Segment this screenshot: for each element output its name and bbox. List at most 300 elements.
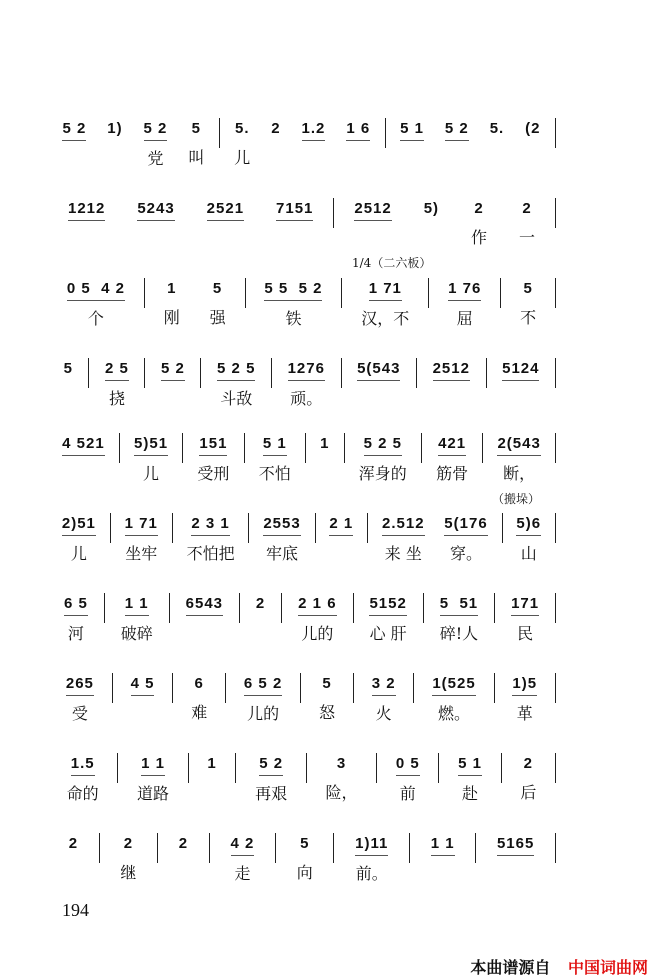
lyric-text: 山 <box>520 544 537 563</box>
note-group: 5 1 <box>458 753 482 776</box>
measure-segment <box>117 673 169 726</box>
note-group: 6543 <box>186 593 223 616</box>
barline <box>225 673 226 703</box>
note-group: 1.2 <box>302 118 326 141</box>
barline <box>172 673 173 703</box>
note-group: 2 <box>123 835 134 852</box>
barline <box>353 593 354 623</box>
lyric-text: 不怕把 <box>186 544 235 563</box>
note-group: 5 2 <box>62 118 86 141</box>
measure-segment <box>390 118 435 171</box>
barline <box>494 593 495 623</box>
barline <box>275 833 276 863</box>
barline <box>157 833 158 863</box>
measure-segment <box>191 198 260 251</box>
note-group: 5 2 5 <box>217 358 255 381</box>
note-group: 2512 <box>433 358 470 381</box>
note-group: 2 <box>271 120 281 137</box>
barline <box>438 753 439 783</box>
score-row <box>52 118 560 171</box>
measure-segment <box>311 753 372 805</box>
note-group: 5 2 <box>445 118 469 141</box>
measure-segment <box>443 753 496 806</box>
barline <box>413 673 414 703</box>
footer-site-name: 中国词曲网 <box>567 958 648 977</box>
note-group: 5243 <box>137 198 174 221</box>
barline <box>555 118 556 148</box>
note-group: 2.512 <box>382 513 425 536</box>
measure-segment <box>479 118 514 170</box>
lyric-text: 儿 <box>70 544 87 563</box>
measure-segment <box>491 358 552 411</box>
barline <box>501 753 502 783</box>
barline <box>200 358 201 388</box>
note-group: 171 <box>511 593 539 616</box>
score-row <box>52 513 560 566</box>
lyric-text: 儿 <box>143 464 160 483</box>
lyric-text: 牢底 <box>266 544 299 563</box>
score-row <box>52 358 560 411</box>
lyric-text: 挠 <box>108 389 125 408</box>
lyric-text: 向 <box>296 863 313 882</box>
measure-segment <box>52 358 84 410</box>
barline <box>555 433 556 463</box>
note-group: 1276 <box>288 358 325 381</box>
lyric-text: 汉，不 <box>361 309 410 328</box>
measure-segment <box>320 513 364 566</box>
measure-segment <box>499 673 551 726</box>
measure-segment <box>358 673 410 726</box>
barline <box>144 358 145 388</box>
measure-segment <box>505 278 551 330</box>
lyric-text: 儿的 <box>301 624 334 643</box>
tempo-annotation: 1/4（二六板） <box>352 256 432 270</box>
barline <box>555 198 556 228</box>
measure-segment <box>487 433 551 486</box>
note-group: 4 2 <box>231 833 255 856</box>
note-group: 0 5 <box>396 753 420 776</box>
measure-segment <box>187 433 239 486</box>
measure-segment <box>418 673 489 726</box>
lyric-text: 难 <box>191 703 208 722</box>
measure-segment <box>52 753 113 806</box>
note-group: 2 <box>474 200 484 217</box>
lyric-text: 屈 <box>456 309 473 328</box>
note-group: 2 <box>255 595 266 612</box>
barline <box>555 358 556 388</box>
barline <box>385 118 386 148</box>
barline <box>182 433 183 463</box>
note-group: 2 <box>522 200 532 217</box>
note-group: 2 1 <box>329 513 353 536</box>
measure-segment <box>310 433 340 485</box>
note-group: 5 2 <box>144 118 168 141</box>
measure-segment <box>133 118 178 171</box>
measure-segment <box>177 513 245 566</box>
note-group: 1 <box>167 280 177 297</box>
note-group: 5165 <box>497 833 534 856</box>
barline <box>300 673 301 703</box>
measure-segment <box>434 118 479 171</box>
measure-segment <box>115 513 168 566</box>
note-group: 2(543 <box>497 433 540 456</box>
lyric-text: 刚 <box>163 308 180 327</box>
score-row <box>52 278 560 331</box>
lyric-text: 险， <box>325 783 358 802</box>
measure-segment <box>253 513 310 566</box>
score-row <box>52 753 560 806</box>
measure-segment <box>93 358 140 411</box>
lyric-text: 党 <box>147 149 164 168</box>
note-group: 2 3 1 <box>191 513 229 536</box>
note-group: 5)51 <box>134 433 168 456</box>
measure-segment <box>503 198 551 250</box>
measure-segment <box>174 593 235 646</box>
score-row <box>52 198 560 251</box>
measure-segment <box>52 198 121 251</box>
barline <box>555 833 556 863</box>
note-group: 5 <box>322 675 332 692</box>
measure-segment <box>434 513 497 566</box>
barline <box>428 278 429 308</box>
measure-segment <box>149 358 196 411</box>
barline <box>482 433 483 463</box>
lyric-text: 河 <box>67 624 84 643</box>
lyric-text: 来 坐 <box>384 544 422 563</box>
lyric-text: 后 <box>520 783 537 802</box>
note-group: 0 5 4 2 <box>67 278 125 301</box>
note-group: 2 5 <box>105 358 129 381</box>
barline <box>219 118 220 148</box>
measure-segment <box>52 833 95 885</box>
lyric-text: 受刑 <box>197 464 230 483</box>
lyric-text: 不怕 <box>258 464 291 483</box>
measure-segment <box>104 833 153 885</box>
barline <box>555 513 556 543</box>
lyric-text: 继 <box>120 863 137 882</box>
note-group: 1) <box>107 120 123 137</box>
barline <box>486 358 487 388</box>
note-group: 1 76 <box>448 278 481 301</box>
measure-segment <box>372 513 434 566</box>
note-group: 5 5 5 2 <box>264 278 322 301</box>
barline <box>117 753 118 783</box>
lyric-text: 斗敌 <box>220 389 253 408</box>
page-number: 194 <box>62 900 89 920</box>
measure-segment <box>52 278 140 331</box>
note-group: 1(525 <box>432 673 475 696</box>
barline <box>209 833 210 863</box>
lyric-text: 再艰 <box>255 784 288 803</box>
note-group: 1 71 <box>369 278 402 301</box>
note-group: 5 51 <box>440 593 478 616</box>
measure-segment <box>338 198 407 251</box>
measure-segment <box>250 278 338 331</box>
note-group: 1 <box>207 755 217 772</box>
measure-segment <box>338 833 405 886</box>
note-group: 1212 <box>68 198 105 221</box>
lyric-text: 破碎 <box>120 624 153 643</box>
measure-segment <box>346 358 413 411</box>
barline <box>104 593 105 623</box>
lyric-text: 强 <box>209 308 226 327</box>
barline <box>555 593 556 623</box>
measure-segment <box>205 358 267 411</box>
barline <box>341 358 342 388</box>
measure-segment <box>214 833 271 886</box>
note-group: 5 <box>212 280 223 297</box>
measure-segment <box>162 833 205 885</box>
note-group: 5152 <box>369 593 406 616</box>
measure-segment <box>52 593 100 646</box>
measure-segment <box>414 833 471 886</box>
note-group: 5 <box>191 120 202 137</box>
barline <box>475 833 476 863</box>
note-group: 5 2 5 <box>364 433 402 456</box>
note-group: 1.5 <box>71 753 95 776</box>
measure-segment <box>122 753 183 806</box>
note-group: 6 <box>194 675 204 692</box>
barline <box>423 593 424 623</box>
barline <box>144 278 145 308</box>
note-group: 2 <box>523 755 533 772</box>
measure-segment <box>121 198 190 251</box>
barline <box>99 833 100 863</box>
note-group: (2 <box>525 120 541 137</box>
note-group: 2553 <box>263 513 300 536</box>
lyric-text: 革 <box>516 704 533 723</box>
note-group: 2521 <box>207 198 244 221</box>
lyric-text: 不 <box>520 308 537 327</box>
note-group: 1)5 <box>512 673 537 696</box>
measure-segment <box>455 198 503 250</box>
lyric-text: 铁 <box>285 309 302 328</box>
barline <box>306 753 307 783</box>
note-group: 2512 <box>354 198 391 221</box>
note-group: 5 <box>63 360 73 377</box>
barline <box>333 198 334 228</box>
lyric-text: 穿。 <box>449 544 482 563</box>
lyric-text: 走 <box>234 864 251 883</box>
measure-segment <box>52 513 106 566</box>
barline <box>169 593 170 623</box>
barline <box>376 753 377 783</box>
measure-segment <box>177 673 221 725</box>
note-group: 1 1 <box>431 833 455 856</box>
measure-segment <box>280 833 329 885</box>
score-row <box>52 593 560 646</box>
note-group: 2 1 6 <box>298 593 336 616</box>
measure-segment <box>52 118 97 171</box>
barline <box>305 433 306 463</box>
lyric-text: 断， <box>503 464 536 483</box>
note-group: 1 6 <box>346 118 370 141</box>
measure-segment <box>421 358 482 411</box>
measure-segment <box>109 593 165 646</box>
lyric-text: 前。 <box>355 864 388 883</box>
barline <box>341 278 342 308</box>
barline <box>555 278 556 308</box>
measure-segment <box>507 513 551 566</box>
note-group: 5 1 <box>263 433 287 456</box>
lyric-text: 筋骨 <box>436 464 469 483</box>
measure-segment <box>480 833 551 886</box>
lyric-text: 浑身的 <box>358 464 407 483</box>
lyric-text: 坐牢 <box>125 544 158 563</box>
lyric-text: 儿的 <box>247 704 280 723</box>
barline <box>416 358 417 388</box>
score-row <box>52 833 560 886</box>
measure-segment <box>286 593 348 646</box>
note-group: 5) <box>423 200 440 217</box>
measure-segment <box>276 358 337 411</box>
lyric-text: 赴 <box>462 784 479 803</box>
measure-segment <box>428 593 490 646</box>
note-group: 1 71 <box>125 513 158 536</box>
barline <box>344 433 345 463</box>
measure-segment <box>195 278 241 330</box>
lyric-text: 火 <box>375 704 392 723</box>
barline <box>333 833 334 863</box>
note-group: 5 <box>523 280 533 297</box>
measure-segment <box>97 118 133 170</box>
lyric-text: 怒 <box>319 703 336 722</box>
barline <box>235 753 236 783</box>
note-group: 5 1 <box>400 118 424 141</box>
measure-segment <box>426 433 478 486</box>
note-group: 5. <box>489 120 505 137</box>
note-group: 2 <box>178 835 189 852</box>
lyric-text: 碎!人 <box>439 624 479 643</box>
note-group: 2 <box>68 835 79 852</box>
note-group: 1)11 <box>355 833 388 856</box>
note-group: 6 5 <box>64 593 88 616</box>
measure-segment <box>349 433 417 486</box>
note-group: 6 5 2 <box>244 673 282 696</box>
barline <box>315 513 316 543</box>
measure-segment <box>260 198 329 251</box>
barline <box>112 673 113 703</box>
measure-segment <box>149 278 195 330</box>
note-group: 5)6 <box>516 513 541 536</box>
lyric-text: 作 <box>471 228 488 247</box>
lyric-text: 燃。 <box>438 704 471 723</box>
measure-segment <box>261 118 291 170</box>
measure-segment <box>506 753 551 805</box>
score-row <box>52 433 560 486</box>
note-group: 5 2 <box>161 358 185 381</box>
note-group: 3 2 <box>372 673 396 696</box>
measure-segment <box>291 118 336 171</box>
footer-watermark <box>470 955 648 978</box>
barline <box>110 513 111 543</box>
lyric-text: 民 <box>517 624 534 643</box>
note-group: 5. <box>235 120 250 137</box>
barline <box>500 278 501 308</box>
note-group: 3 <box>336 755 347 772</box>
measure-segment <box>52 433 115 486</box>
measure-segment <box>433 278 496 331</box>
lyric-text: 个 <box>87 309 104 328</box>
measure-segment <box>193 753 232 805</box>
measure-segment <box>346 278 424 331</box>
barline <box>409 833 410 863</box>
footer-source-label: 本曲谱源自 <box>470 958 551 977</box>
lyric-text: 儿 <box>234 148 251 167</box>
barline <box>239 593 240 623</box>
note-group: 4 521 <box>62 433 105 456</box>
measure-segment <box>224 118 261 170</box>
barline <box>281 593 282 623</box>
barline <box>248 513 249 543</box>
barline <box>421 433 422 463</box>
barline <box>555 753 556 783</box>
note-group: 265 <box>66 673 94 696</box>
note-group: 5 2 <box>259 753 283 776</box>
barline <box>367 513 368 543</box>
barline <box>188 753 189 783</box>
measure-segment <box>515 118 551 170</box>
barline <box>88 358 89 388</box>
note-group: 5(543 <box>357 358 400 381</box>
note-group: 4 5 <box>131 673 155 696</box>
measure-segment <box>52 673 108 726</box>
measure-segment <box>305 673 349 725</box>
barline <box>502 513 503 543</box>
barline <box>494 673 495 703</box>
measure-segment <box>240 753 301 806</box>
barline <box>555 673 556 703</box>
barline <box>244 433 245 463</box>
note-group: 5(176 <box>444 513 487 536</box>
measure-segment <box>499 593 551 646</box>
style-annotation: （搬垛） <box>492 492 541 506</box>
barline <box>353 673 354 703</box>
note-group: 421 <box>438 433 466 456</box>
lyric-text: 前 <box>399 784 416 803</box>
measure-segment <box>358 593 419 646</box>
measure-segment <box>336 118 381 171</box>
measure-segment <box>230 673 296 726</box>
lyric-text: 命的 <box>66 784 99 803</box>
score-row <box>52 673 560 726</box>
barline <box>245 278 246 308</box>
measure-segment <box>381 753 434 806</box>
measure-segment <box>249 433 301 486</box>
note-group: 1 <box>320 435 330 452</box>
lyric-text: 顽。 <box>290 389 323 408</box>
lyric-text: 一 <box>519 228 536 247</box>
note-group: 2)51 <box>62 513 96 536</box>
lyric-text: 受 <box>71 704 88 723</box>
note-group: 1 1 <box>141 753 165 776</box>
note-group: 5 <box>300 835 310 852</box>
barline <box>172 513 173 543</box>
note-group: 7151 <box>276 198 313 221</box>
measure-segment <box>124 433 178 486</box>
lyric-text: 心 肝 <box>369 624 407 643</box>
barline <box>271 358 272 388</box>
measure-segment <box>408 198 455 250</box>
measure-segment <box>244 593 277 645</box>
note-group: 151 <box>199 433 227 456</box>
measure-segment <box>178 118 215 170</box>
note-group: 1 1 <box>125 593 149 616</box>
lyric-text: 叫 <box>188 148 205 167</box>
lyric-text: 道路 <box>137 784 170 803</box>
barline <box>119 433 120 463</box>
note-group: 5124 <box>502 358 539 381</box>
